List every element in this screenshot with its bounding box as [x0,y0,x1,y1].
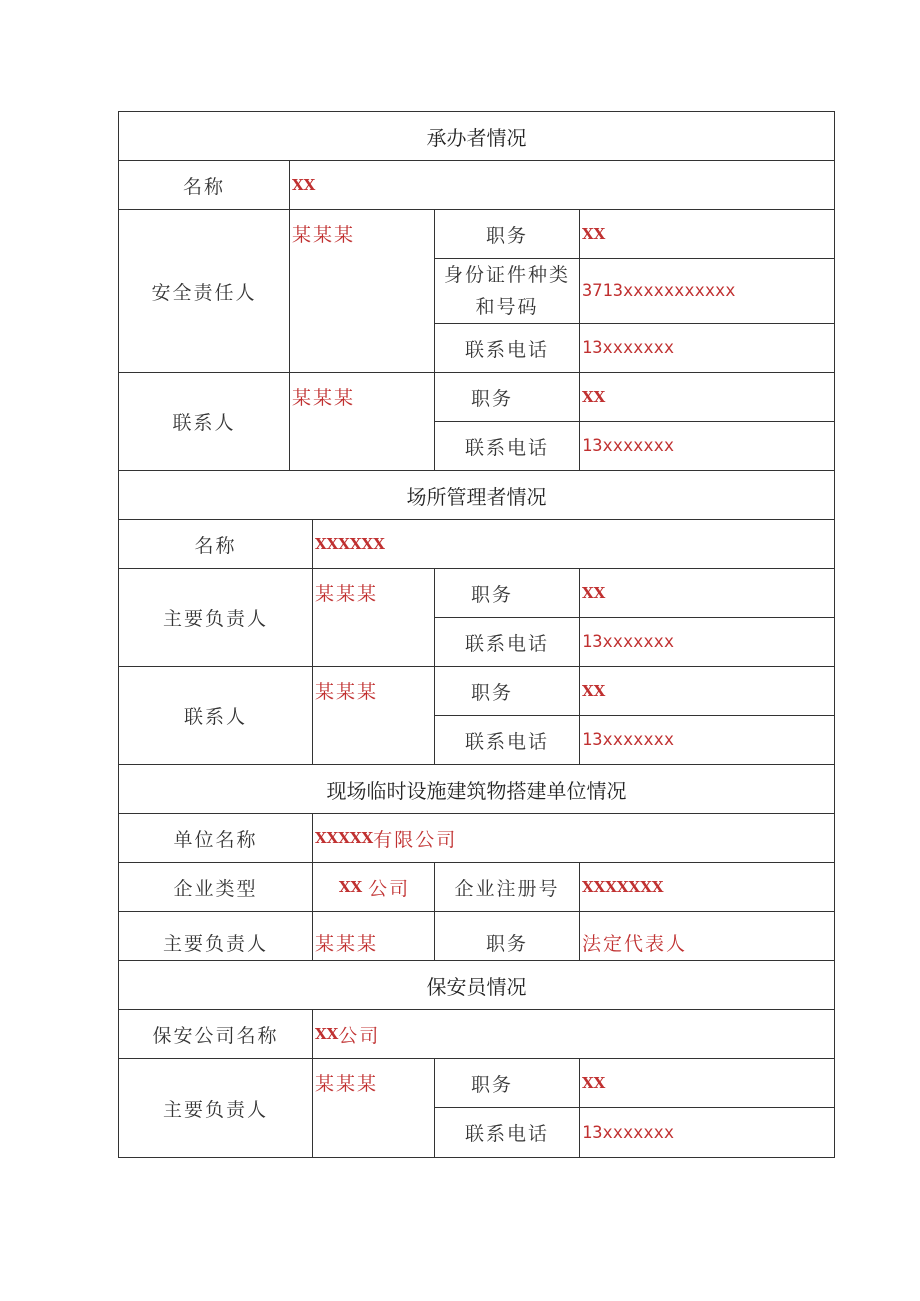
venue-head-phone-label: 联系电话 [434,617,580,667]
builder-position-value: 法定代表人 [579,911,835,961]
organizer-contact-person: 某某某 [289,372,435,471]
organizer-id-label: 身份证件种类和号码 [434,258,580,324]
security-company-value [312,1009,835,1059]
venue-name-value: XXXXXX [312,519,835,569]
venue-contact-phone-value: 13xxxxxxx [579,715,835,765]
organizer-position-value: XX [579,209,835,259]
organizer-safety-label: 安全责任人 [118,209,290,373]
builder-head-label: 主要负责人 [118,911,313,961]
builder-head-person: 某某某 [312,911,435,961]
builder-unit-code: XXXXX [315,829,374,847]
organizer-contact-phone-value: 13xxxxxxx [579,421,835,471]
venue-contact-position-value: XX [579,666,835,716]
organizer-position-label: 职务 [434,209,580,259]
security-head-label: 主要负责人 [118,1058,313,1158]
venue-name-label: 名称 [118,519,313,569]
security-head-person: 某某某 [312,1058,435,1158]
organizer-id-value: 3713xxxxxxxxxxx [579,258,835,324]
builder-reg-label: 企业注册号 [434,862,580,912]
security-position-label: 职务 [434,1058,580,1108]
security-company-code: XX [315,1025,339,1043]
venue-contact-label: 联系人 [118,666,313,765]
organizer-contact-position-label: 职务 [434,372,580,422]
builder-reg-value: XXXXXXX [579,862,835,912]
builder-type-code: XX [338,878,363,896]
organizer-name-value: XX [289,160,835,210]
builder-type-value [312,862,435,912]
section-title-organizer: 承办者情况 [118,111,835,161]
organizer-name-label: 名称 [118,160,290,210]
venue-contact-position-label: 职务 [434,666,580,716]
security-company-suffix: 公司 [338,1024,381,1047]
builder-type-label: 企业类型 [118,862,313,912]
organizer-phone-label: 联系电话 [434,323,580,373]
security-phone-label: 联系电话 [434,1107,580,1158]
organizer-contact-label: 联系人 [118,372,290,471]
builder-unit-suffix: 有限公司 [373,828,458,851]
builder-unit-label: 单位名称 [118,813,313,863]
section-title-builder: 现场临时设施建筑物搭建单位情况 [118,764,835,814]
security-position-value: XX [579,1058,835,1108]
builder-unit-value [312,813,835,863]
section-title-venue: 场所管理者情况 [118,470,835,520]
venue-head-phone-value: 13xxxxxxx [579,617,835,667]
security-company-label: 保安公司名称 [118,1009,313,1059]
venue-contact-phone-label: 联系电话 [434,715,580,765]
security-phone-value: 13xxxxxxx [579,1107,835,1158]
venue-head-label: 主要负责人 [118,568,313,667]
organizer-phone-value: 13xxxxxxx [579,323,835,373]
organizer-contact-phone-label: 联系电话 [434,421,580,471]
builder-type-suffix: 公司 [368,877,411,900]
venue-head-person: 某某某 [312,568,435,667]
venue-contact-person: 某某某 [312,666,435,765]
section-title-security: 保安员情况 [118,960,835,1010]
venue-head-position-label: 职务 [434,568,580,618]
venue-head-position-value: XX [579,568,835,618]
organizer-contact-position-value: XX [579,372,835,422]
builder-position-label: 职务 [434,911,580,961]
organizer-safety-person: 某某某 [289,209,435,373]
